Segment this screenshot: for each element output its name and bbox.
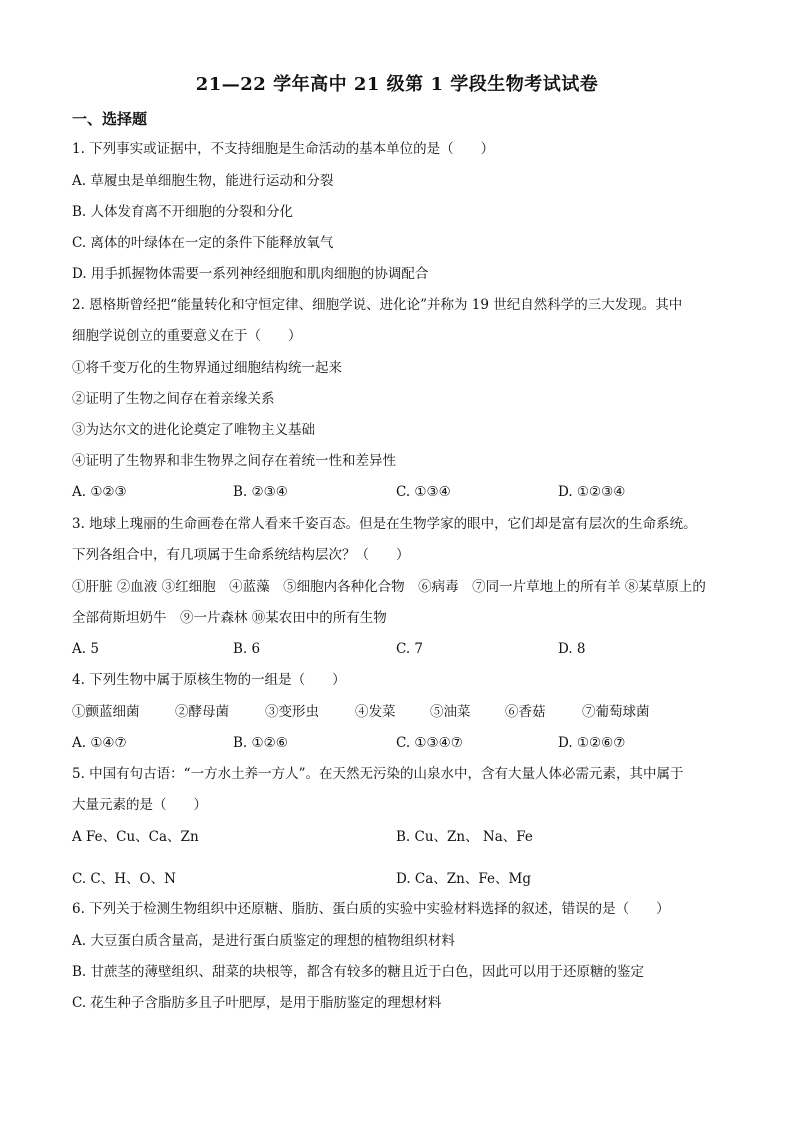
q4-item: ⑤油菜 [430,704,471,720]
q6-option-a: A. 大豆蛋白质含量高，是进行蛋白质鉴定的理想的植物组织材料 [72,933,455,949]
q2-option-b: B. ②③④ [233,484,288,500]
q2-statement-3: ③为达尔文的进化论奠定了唯物主义基础 [72,422,315,438]
q5-option-b: B. Cu、Zn、 Na、Fe [396,829,533,845]
q1-option-a: A. 草履虫是单细胞生物，能进行运动和分裂 [72,173,334,189]
q4-option-c: C. ①③④⑦ [396,735,463,751]
q3-option-c: C. 7 [396,641,424,657]
q2-option-c: C. ①③④ [396,484,451,500]
q4-option-a: A. ①④⑦ [72,735,127,751]
q4-item: ⑦葡萄球菌 [582,704,650,720]
q4-stem: 4. 下列生物中属于原核生物的一组是（ ） [72,672,346,688]
q5-option-a: A Fe、Cu、Ca、Zn [72,829,199,845]
q2-statement-4: ④证明了生物界和非生物界之间存在着统一性和差异性 [72,453,396,469]
q2-option-d: D. ①②③④ [558,484,626,500]
q6-option-c: C. 花生种子含脂肪多且子叶肥厚，是用于脂肪鉴定的理想材料 [72,995,442,1011]
exam-title: 21—22 学年高中 21 级第 1 学段生物考试试卷 [195,74,599,95]
q2-option-a: A. ①②③ [72,484,127,500]
q4-option-d: D. ①②⑥⑦ [558,735,626,751]
q4-item: ②酵母菌 [175,704,229,720]
q4-option-b: B. ①②⑥ [233,735,288,751]
q5-option-d: D. Ca、Zn、Fe、Mg [396,871,531,887]
q4-item: ①颤蓝细菌 [72,704,140,720]
q6-option-b: B. 甘蔗茎的薄壁组织、甜菜的块根等，都含有较多的糖且近于白色，因此可以用于还原糖的鉴定 [72,964,645,980]
q5-stem-line1: 5. 中国有句古语：“一方水土养一方人”。在天然无污染的山泉水中，含有大量人体必需元素，其中属于 [72,766,684,782]
q4-item: ③变形虫 [265,704,319,720]
q5-stem-line2: 大量元素的是（ ） [72,797,207,813]
q4-item: ④发菜 [355,704,396,720]
q1-option-b: B. 人体发育离不开细胞的分裂和分化 [72,204,294,220]
section-heading: 一、选择题 [72,110,148,128]
q2-stem-line2: 细胞学说创立的重要意义在于（ ） [72,328,302,344]
q3-option-b: B. 6 [233,641,261,657]
q1-option-c: C. 离体的叶绿体在一定的条件下能释放氧气 [72,235,334,251]
q3-list-line1: ①肝脏 ②血液 ③红细胞 ④蓝藻 ⑤细胞内各种化合物 ⑥病毒 ⑦同一片草地上的所有羊 ⑧某草原上的 [72,579,706,595]
q3-option-a: A. 5 [72,641,99,657]
q3-option-d: D. 8 [558,641,586,657]
q1-option-d: D. 用手抓握物体需要一系列神经细胞和肌肉细胞的协调配合 [72,266,429,282]
q4-item: ⑥香菇 [505,704,546,720]
q3-stem-line1: 3. 地球上瑰丽的生命画卷在常人看来千姿百态。但是在生物学家的眼中，它们却是富有层次的生命系统。 [72,516,697,532]
q3-stem-line2: 下列各组合中，有几项属于生命系统结构层次？（ ） [72,547,410,563]
q6-stem: 6. 下列关于检测生物组织中还原糖、脂肪、蛋白质的实验中实验材料选择的叙述，错误的是（ ） [72,901,670,917]
q1-stem: 1. 下列事实或证据中，不支持细胞是生命活动的基本单位的是（ ） [72,141,495,157]
q5-option-c: C. C、H、O、N [72,871,176,887]
q2-statement-1: ①将千变万化的生物界通过细胞结构统一起来 [72,360,342,376]
q3-list-line2: 全部荷斯坦奶牛 ⑨一片森林 ⑩某农田中的所有生物 [72,610,387,626]
q2-stem-line1: 2. 恩格斯曾经把“能量转化和守恒定律、细胞学说、进化论”并称为 19 世纪自然科学的三大发现。其中 [72,297,683,313]
q2-statement-2: ②证明了生物之间存在着亲缘关系 [72,391,275,407]
